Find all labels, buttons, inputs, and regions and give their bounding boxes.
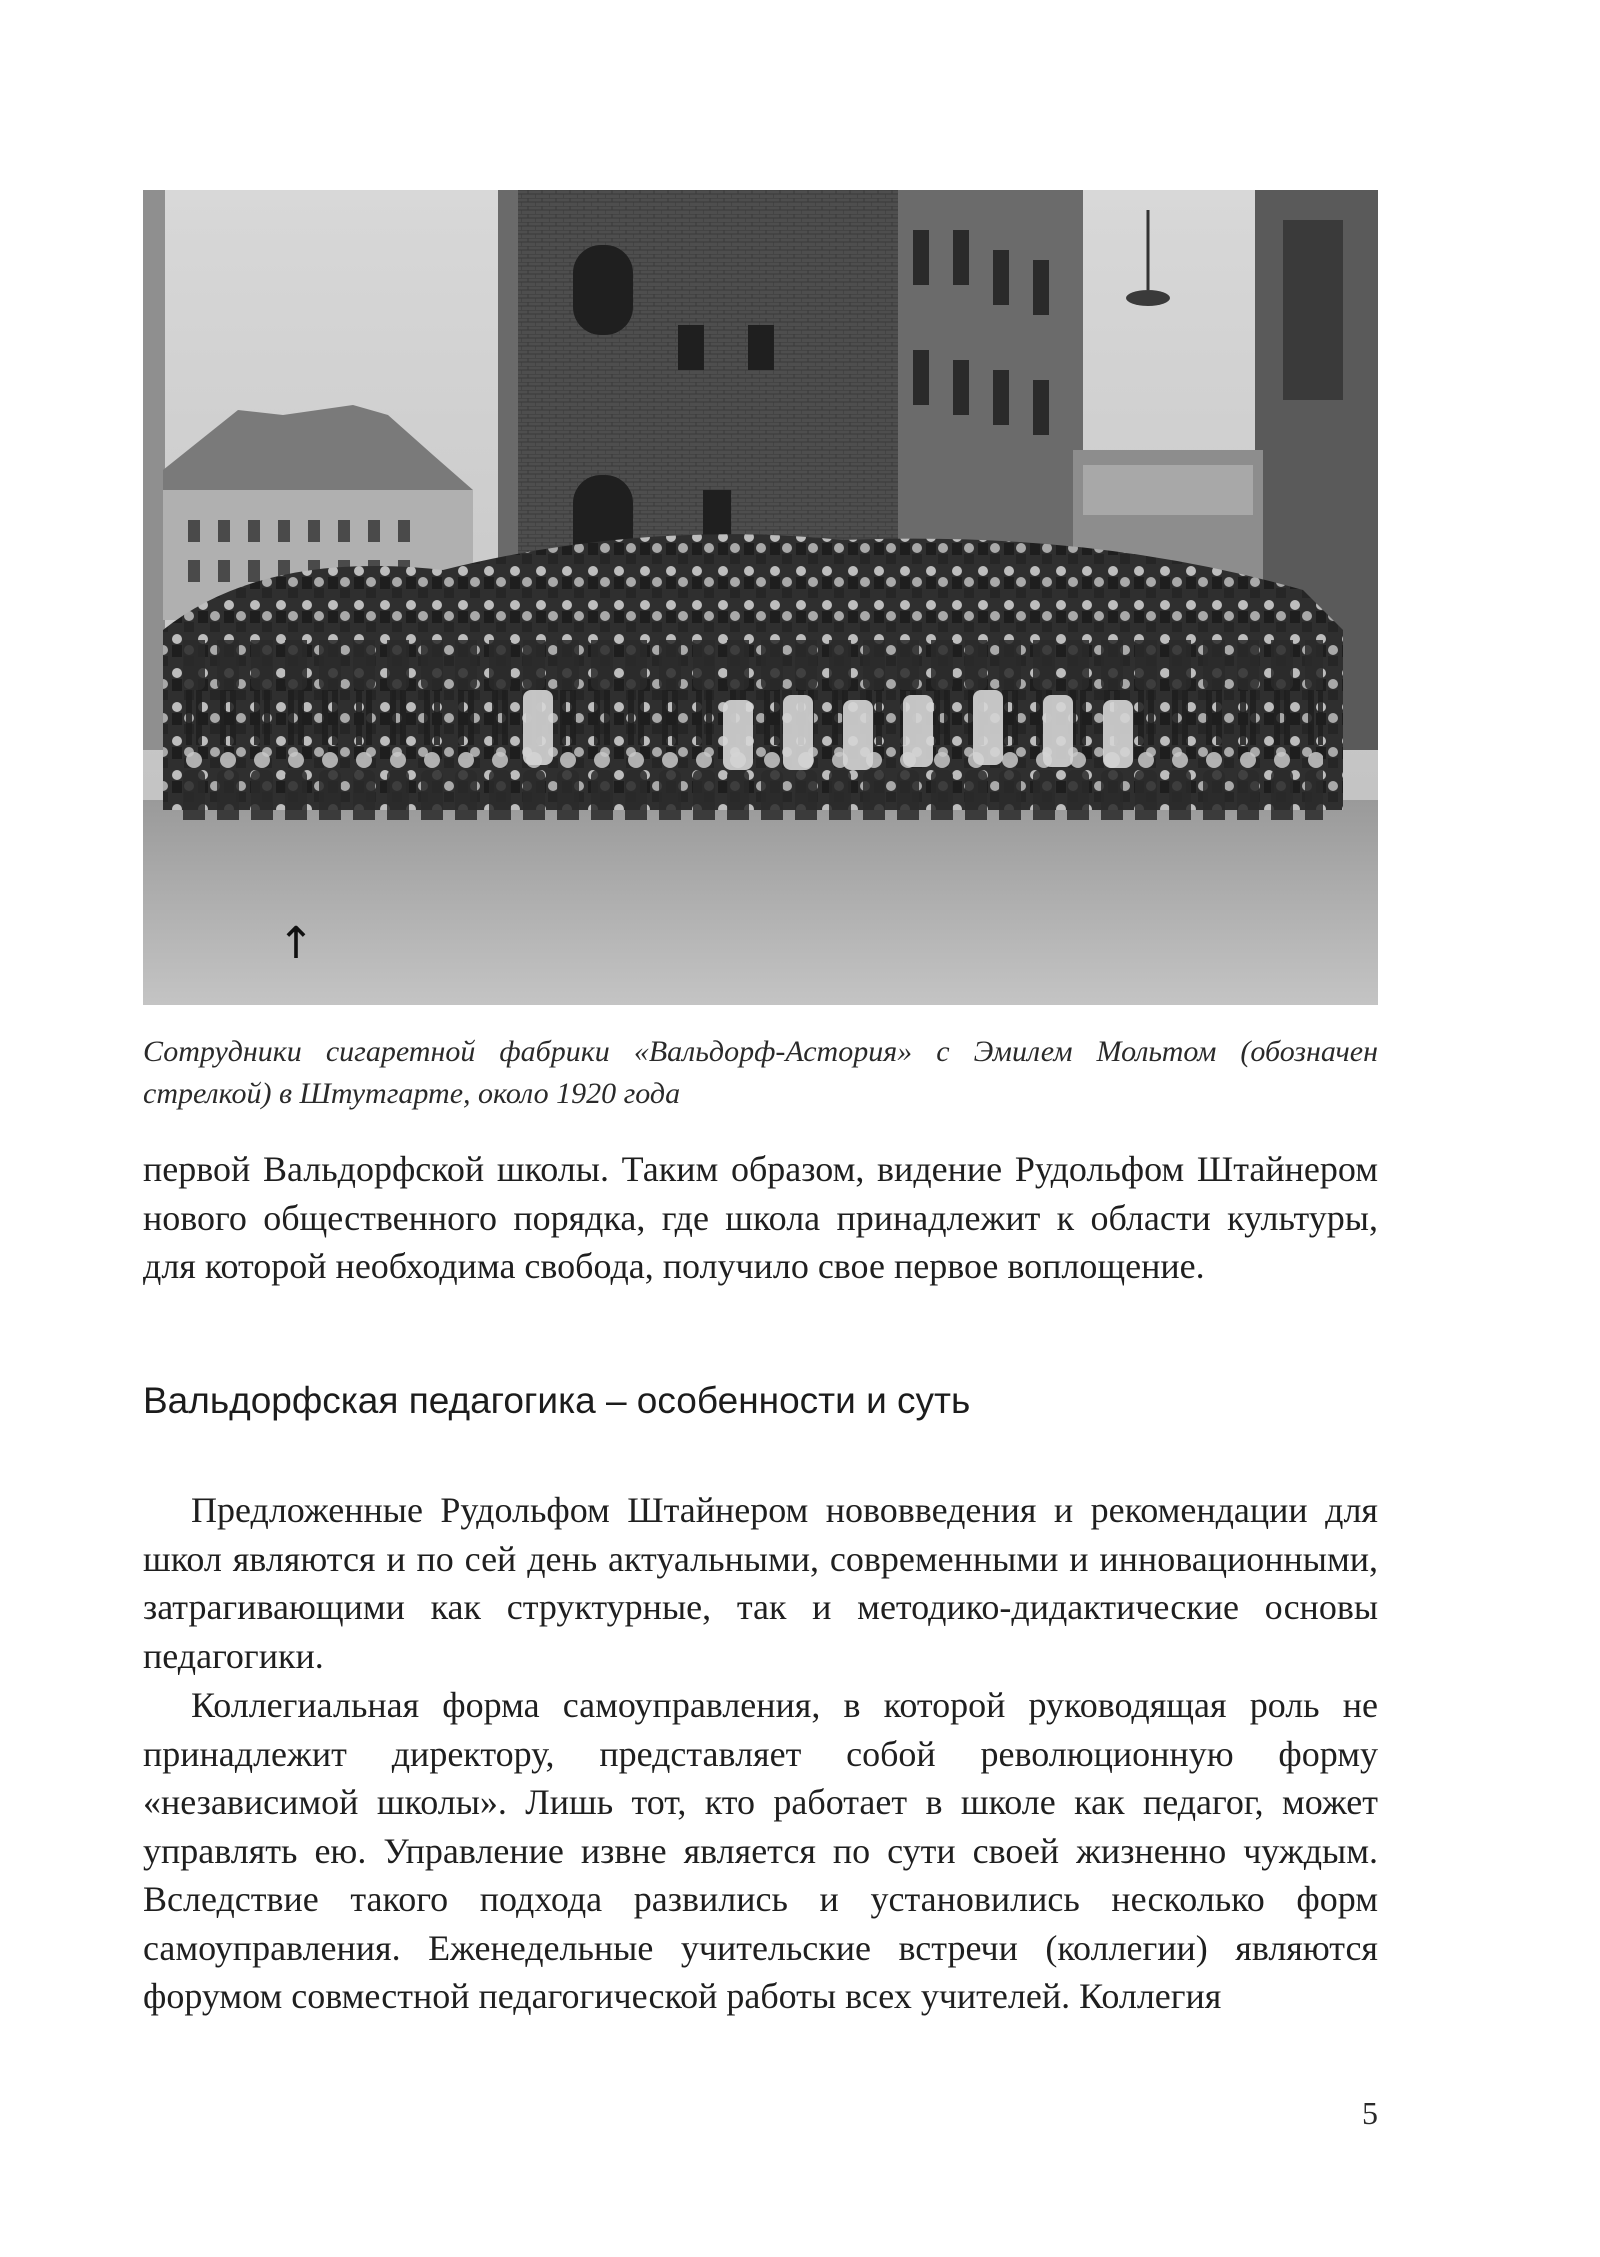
photo-caption bbox=[143, 1031, 1378, 1115]
paragraph-innovations: Предложенные Рудольфом Штайнером нововведения и рекомендации для школ являются и по сей день актуальными, современными и инновационными, затрагивающими как структурные, так и методико-дидактические основы педагогики. bbox=[143, 1490, 1378, 1676]
group-photo bbox=[143, 190, 1378, 1005]
paragraph-continuation: первой Вальдорфской школы. Таким образом, видение Рудольфом Штайнером нового общественного порядка, где школа принадлежит к области культуры, для которой необходима свобода, получило свое первое воплощение. bbox=[143, 1149, 1378, 1286]
caption-line-2: стрелкой) в Штутгарте, около 1920 года bbox=[143, 1077, 681, 1110]
section-heading: Вальдорфская педагогика – особенности и суть bbox=[143, 1380, 971, 1421]
paragraph-self-governance: Коллегиальная форма самоуправления, в которой руководящая роль не принадлежит директору, представляет собой революционную форму «независимой школы». Лишь тот, кто работает в школе как педагог, может управлять ею. Управление извне является по сути своей жизненно чуждым. Вследствие такого подхода развились и установились несколько форм самоуправления. Еженедельные учительские встречи (коллегии) являются форумом совместной педагогической работы всех учителей. Коллегия bbox=[143, 1685, 1378, 2016]
page-number: 5 bbox=[1362, 2095, 1378, 2131]
arrow-up-icon: ↑ bbox=[277, 918, 315, 969]
caption-line-1: Сотрудники сигаретной фабрики «Вальдорф-Астория» с Эмилем Мольтом (обозначен bbox=[143, 1035, 1378, 1068]
